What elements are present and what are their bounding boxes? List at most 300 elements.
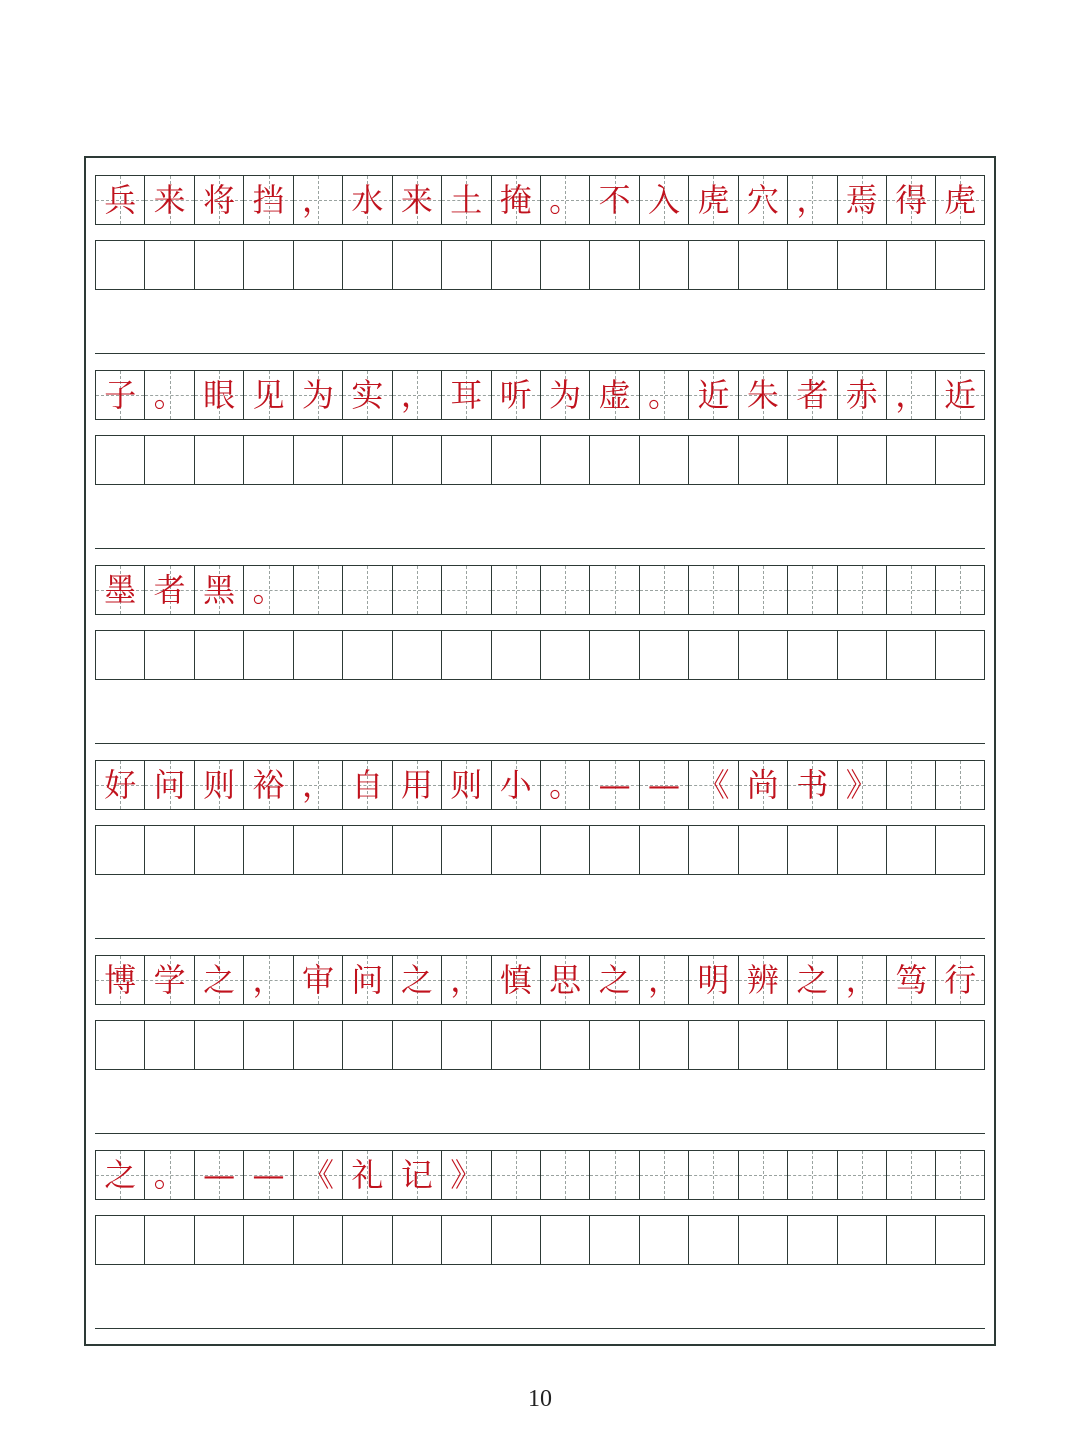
writing-cell[interactable] [886,1021,935,1069]
writing-cell[interactable] [688,1021,737,1069]
writing-cell[interactable] [540,1021,589,1069]
guide-cell [95,176,144,224]
guide-character: 听 [499,376,532,414]
guide-character: 者 [153,571,186,609]
writing-cell[interactable] [837,1216,886,1264]
guide-cell [738,956,787,1004]
guide-cell [144,371,193,419]
writing-cell[interactable] [491,631,540,679]
writing-cell[interactable] [787,436,836,484]
writing-cell[interactable] [342,1021,391,1069]
guide-cell [688,566,737,614]
writing-cell[interactable] [589,826,638,874]
writing-cell[interactable] [935,1021,984,1069]
writing-row [95,435,985,485]
guide-cell [886,1151,935,1199]
writing-cell[interactable] [342,1216,391,1264]
guide-character: 虎 [944,181,977,219]
guide-cell [787,956,836,1004]
guide-character: ， [895,376,928,414]
writing-cell[interactable] [95,826,144,874]
guide-cell [392,371,441,419]
guide-row [95,565,985,615]
guide-character: 之 [203,961,236,999]
guide-cell [688,176,737,224]
writing-cell[interactable] [688,826,737,874]
guide-character: 之 [400,961,433,999]
guide-character: 。 [153,1156,186,1194]
guide-cell [293,761,342,809]
guide-cell [293,176,342,224]
writing-cell[interactable] [738,1021,787,1069]
guide-cell [441,956,490,1004]
writing-cell[interactable] [194,631,243,679]
guide-character: 则 [450,766,483,804]
guide-cell [787,566,836,614]
guide-cell [639,566,688,614]
guide-cell [540,956,589,1004]
guide-character: ， [648,961,681,999]
writing-cell[interactable] [639,631,688,679]
guide-cell [441,761,490,809]
guide-character: 《 [697,766,730,804]
writing-cell[interactable] [293,241,342,289]
writing-line [95,938,985,939]
writing-cell[interactable] [194,436,243,484]
writing-cell[interactable] [293,1021,342,1069]
guide-cell [243,761,292,809]
writing-cell[interactable] [243,826,292,874]
writing-cell[interactable] [441,1021,490,1069]
guide-cell [194,1151,243,1199]
writing-cell[interactable] [787,631,836,679]
writing-line [95,353,985,354]
writing-cell[interactable] [293,631,342,679]
writing-cell[interactable] [293,436,342,484]
guide-cell [194,371,243,419]
writing-cell[interactable] [886,1216,935,1264]
writing-cell[interactable] [392,241,441,289]
writing-cell[interactable] [886,241,935,289]
writing-cell[interactable] [886,436,935,484]
guide-character: 小 [499,766,532,804]
guide-cell [441,371,490,419]
guide-cell [95,371,144,419]
guide-character: ， [450,961,483,999]
writing-cell[interactable] [738,436,787,484]
guide-cell [886,566,935,614]
guide-character: 则 [203,766,236,804]
guide-character: 不 [598,181,631,219]
guide-cell [589,956,638,1004]
writing-cell[interactable] [392,826,441,874]
writing-cell[interactable] [342,436,391,484]
guide-character: 《 [301,1156,334,1194]
writing-cell[interactable] [589,1216,638,1264]
guide-character: 礼 [351,1156,384,1194]
writing-cell[interactable] [441,436,490,484]
writing-cell[interactable] [243,1021,292,1069]
guide-character: 眼 [203,376,236,414]
guide-cell [837,566,886,614]
writing-cell[interactable] [589,436,638,484]
guide-row [95,955,985,1005]
guide-cell [194,176,243,224]
writing-cell[interactable] [639,436,688,484]
guide-character: 。 [648,376,681,414]
writing-cell[interactable] [738,631,787,679]
writing-cell[interactable] [935,241,984,289]
guide-character: 焉 [845,181,878,219]
guide-cell [787,761,836,809]
guide-cell [144,956,193,1004]
writing-cell[interactable] [342,631,391,679]
writing-cell[interactable] [342,826,391,874]
writing-cell[interactable] [194,1216,243,1264]
writing-cell[interactable] [837,1021,886,1069]
guide-character: 行 [944,961,977,999]
writing-cell[interactable] [935,436,984,484]
guide-cell [935,176,984,224]
guide-character: 子 [104,376,137,414]
guide-cell [639,371,688,419]
guide-cell [441,176,490,224]
guide-cell [935,956,984,1004]
guide-cell [688,1151,737,1199]
writing-cell[interactable] [787,241,836,289]
guide-cell [194,956,243,1004]
writing-cell[interactable] [243,436,292,484]
guide-cell [738,761,787,809]
guide-cell [441,566,490,614]
guide-character: 近 [697,376,730,414]
guide-cell [886,761,935,809]
guide-character: 。 [549,181,582,219]
guide-character: 虚 [598,376,631,414]
writing-cell[interactable] [243,1216,292,1264]
guide-cell [688,956,737,1004]
writing-cell[interactable] [787,826,836,874]
writing-cell[interactable] [886,826,935,874]
writing-cell[interactable] [243,631,292,679]
guide-character: 辨 [746,961,779,999]
guide-character: 明 [697,961,730,999]
writing-cell[interactable] [95,1021,144,1069]
guide-cell [589,761,638,809]
guide-character: ， [796,181,829,219]
guide-cell [688,371,737,419]
writing-cell[interactable] [540,631,589,679]
guide-cell [491,566,540,614]
guide-cell [589,1151,638,1199]
guide-character: ， [301,766,334,804]
guide-cell [935,1151,984,1199]
guide-row [95,370,985,420]
writing-line [95,548,985,549]
guide-cell [392,566,441,614]
writing-cell[interactable] [837,631,886,679]
writing-cell[interactable] [688,241,737,289]
guide-cell [392,1151,441,1199]
writing-cell[interactable] [293,826,342,874]
guide-cell [787,371,836,419]
writing-cell[interactable] [95,631,144,679]
writing-cell[interactable] [540,826,589,874]
writing-cell[interactable] [540,1216,589,1264]
writing-cell[interactable] [787,1216,836,1264]
guide-character: ， [400,376,433,414]
guide-row [95,175,985,225]
guide-character: 。 [252,571,285,609]
guide-character: 黑 [203,571,236,609]
guide-character: 。 [153,376,186,414]
writing-cell[interactable] [95,436,144,484]
guide-character: ， [301,181,334,219]
guide-cell [95,1151,144,1199]
writing-cell[interactable] [144,826,193,874]
guide-character: ， [252,961,285,999]
guide-cell [342,371,391,419]
guide-character: — [648,766,681,804]
guide-character: 思 [549,961,582,999]
writing-cell[interactable] [194,1021,243,1069]
guide-character: 入 [648,181,681,219]
guide-cell [243,566,292,614]
writing-cell[interactable] [935,826,984,874]
writing-cell[interactable] [688,436,737,484]
writing-line [95,743,985,744]
guide-character: 记 [400,1156,433,1194]
writing-cell[interactable] [738,241,787,289]
writing-cell[interactable] [540,436,589,484]
guide-cell [243,1151,292,1199]
guide-character: 耳 [450,376,483,414]
guide-character: 来 [153,181,186,219]
writing-cell[interactable] [787,1021,836,1069]
writing-cell[interactable] [639,826,688,874]
writing-cell[interactable] [144,1216,193,1264]
writing-cell[interactable] [491,1021,540,1069]
guide-character: 见 [252,376,285,414]
writing-row [95,1020,985,1070]
writing-cell[interactable] [491,436,540,484]
writing-cell[interactable] [688,1216,737,1264]
writing-cell[interactable] [441,1216,490,1264]
writing-cell[interactable] [738,1216,787,1264]
writing-cell[interactable] [144,1021,193,1069]
guide-character: 为 [301,376,334,414]
guide-cell [342,176,391,224]
guide-character: 学 [153,961,186,999]
writing-cell[interactable] [688,631,737,679]
guide-cell [293,371,342,419]
writing-line [95,1328,985,1329]
guide-cell [95,566,144,614]
guide-character: 来 [400,181,433,219]
guide-cell [540,1151,589,1199]
guide-character: 笃 [895,961,928,999]
guide-character: 》 [450,1156,483,1194]
writing-cell[interactable] [589,631,638,679]
guide-cell [738,371,787,419]
guide-cell [491,956,540,1004]
guide-cell [243,371,292,419]
writing-cell[interactable] [293,1216,342,1264]
guide-character: 近 [944,376,977,414]
writing-cell[interactable] [95,241,144,289]
guide-character: 水 [351,181,384,219]
guide-character: 兵 [104,181,137,219]
guide-cell [886,176,935,224]
guide-cell [293,956,342,1004]
guide-character: 》 [845,766,878,804]
guide-cell [194,566,243,614]
guide-cell [540,371,589,419]
guide-character: 朱 [746,376,779,414]
guide-character: 问 [351,961,384,999]
guide-character: 之 [796,961,829,999]
guide-character: 者 [796,376,829,414]
writing-cell[interactable] [589,1021,638,1069]
writing-cell[interactable] [95,1216,144,1264]
writing-cell[interactable] [441,631,490,679]
writing-cell[interactable] [886,631,935,679]
guide-cell [491,761,540,809]
writing-cell[interactable] [589,241,638,289]
guide-cell [95,761,144,809]
guide-cell [935,761,984,809]
writing-cell[interactable] [491,826,540,874]
guide-cell [837,176,886,224]
guide-cell [243,176,292,224]
guide-cell [491,371,540,419]
guide-character: 裕 [252,766,285,804]
writing-cell[interactable] [935,1216,984,1264]
writing-cell[interactable] [837,826,886,874]
guide-character: 好 [104,766,137,804]
guide-character: 书 [796,766,829,804]
guide-cell [738,566,787,614]
writing-cell[interactable] [639,241,688,289]
guide-character: 问 [153,766,186,804]
guide-cell [589,566,638,614]
guide-cell [392,176,441,224]
writing-cell[interactable] [491,1216,540,1264]
guide-character: — [252,1156,285,1194]
guide-character: 审 [301,961,334,999]
guide-character: 掩 [499,181,532,219]
guide-cell [738,176,787,224]
writing-cell[interactable] [639,1216,688,1264]
guide-cell [342,1151,391,1199]
guide-cell [243,956,292,1004]
guide-cell [441,1151,490,1199]
guide-character: 虎 [697,181,730,219]
guide-character: 自 [351,766,384,804]
guide-character: 将 [203,181,236,219]
writing-cell[interactable] [540,241,589,289]
guide-cell [639,176,688,224]
guide-cell [95,956,144,1004]
writing-line [95,1133,985,1134]
guide-character: 实 [351,376,384,414]
guide-cell [392,956,441,1004]
guide-character: 尚 [746,766,779,804]
guide-character: 墨 [104,571,137,609]
writing-row [95,240,985,290]
writing-cell[interactable] [243,241,292,289]
writing-cell[interactable] [491,241,540,289]
guide-cell [837,761,886,809]
guide-character: 之 [598,961,631,999]
writing-cell[interactable] [441,826,490,874]
guide-character: 穴 [746,181,779,219]
guide-row [95,760,985,810]
writing-cell[interactable] [441,241,490,289]
writing-cell[interactable] [935,631,984,679]
guide-character: ， [845,961,878,999]
guide-cell [342,761,391,809]
guide-cell [144,761,193,809]
guide-character: — [598,766,631,804]
guide-cell [886,371,935,419]
guide-cell [935,371,984,419]
guide-cell [293,566,342,614]
writing-cell[interactable] [738,826,787,874]
writing-cell[interactable] [837,241,886,289]
writing-cell[interactable] [392,631,441,679]
guide-cell [787,176,836,224]
writing-cell[interactable] [194,826,243,874]
guide-character: 之 [104,1156,137,1194]
writing-cell[interactable] [392,436,441,484]
guide-character: 博 [104,961,137,999]
page-number: 10 [528,1386,552,1412]
writing-cell[interactable] [837,436,886,484]
guide-cell [837,371,886,419]
guide-character: 用 [400,766,433,804]
guide-cell [293,1151,342,1199]
guide-cell [886,956,935,1004]
guide-cell [935,566,984,614]
writing-cell[interactable] [144,436,193,484]
guide-cell [342,566,391,614]
writing-cell[interactable] [144,631,193,679]
guide-cell [540,566,589,614]
guide-cell [144,1151,193,1199]
guide-character: 赤 [845,376,878,414]
writing-cell[interactable] [392,1216,441,1264]
guide-cell [639,956,688,1004]
guide-cell [688,761,737,809]
writing-cell[interactable] [639,1021,688,1069]
guide-cell [540,761,589,809]
guide-cell [787,1151,836,1199]
guide-cell [738,1151,787,1199]
writing-cell[interactable] [392,1021,441,1069]
writing-cell[interactable] [194,241,243,289]
guide-cell [392,761,441,809]
guide-cell [342,956,391,1004]
guide-cell [144,176,193,224]
guide-cell [491,176,540,224]
writing-row [95,630,985,680]
guide-cell [589,371,638,419]
writing-cell[interactable] [342,241,391,289]
guide-character: 为 [549,376,582,414]
writing-cell[interactable] [144,241,193,289]
guide-cell [491,1151,540,1199]
